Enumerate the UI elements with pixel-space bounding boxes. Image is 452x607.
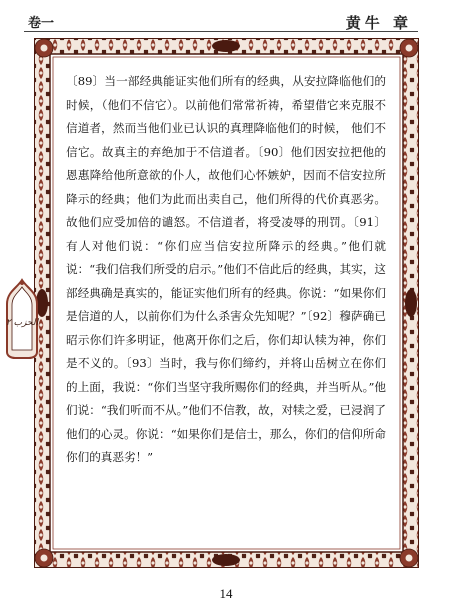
hizb-marker (3, 278, 41, 360)
verse-paragraph: 〔89〕当一部经典能证实他们所有的经典，从安拉降临他们的时候，（他们不信它）。以前他们常常祈祷，希望借它来克服不信道者，然而当他们业已认识的真理降临他们的时候， 他们不信它。故真主的弃绝加于不信道者。〔90〕他们因安拉把他的恩惠降给他所意欲的仆人，故他们心怀嫉妒，因而不信安拉所降示的经典；他们为此而出卖自己，他们所得的代价真恶劣。故他们应受加倍的谴怒。不信道者，将受凌辱的刑罚。〔91〕有人对他们说：“你们应当信安拉所降示的经典。”他们就说：“我们信我们所受的启示。”他们不信此后的经典，其实，这部经典确是真实的，能证实他们所有的经典。你说：“如果你们是信道的人，以前你们为什么杀害众先知呢？”〔92〕穆萨确已昭示你们许多明证，他离开你们之后，你们却认犊为神，你们是不义的。〔93〕当时，我与你们缔约，并将山岳树立在你们的上面，我说：“你们当坚守我所赐你们的经典，并当听从。”他们说：“我们听而不从。”他们不信教，故，对犊之爱，已浸润了他们的心灵。你说：“如果你们是信士，那么，你们的信仰所命你们的真恶劣！” (66, 74, 386, 464)
header-divider (24, 31, 418, 32)
page-number: 14 (219, 586, 233, 601)
chapter-title: 黄牛 章 (345, 14, 412, 32)
hizb-label: الحزب ٢ (5, 318, 39, 328)
verse-text-block (66, 70, 386, 470)
volume-label: 卷一 (28, 16, 55, 31)
